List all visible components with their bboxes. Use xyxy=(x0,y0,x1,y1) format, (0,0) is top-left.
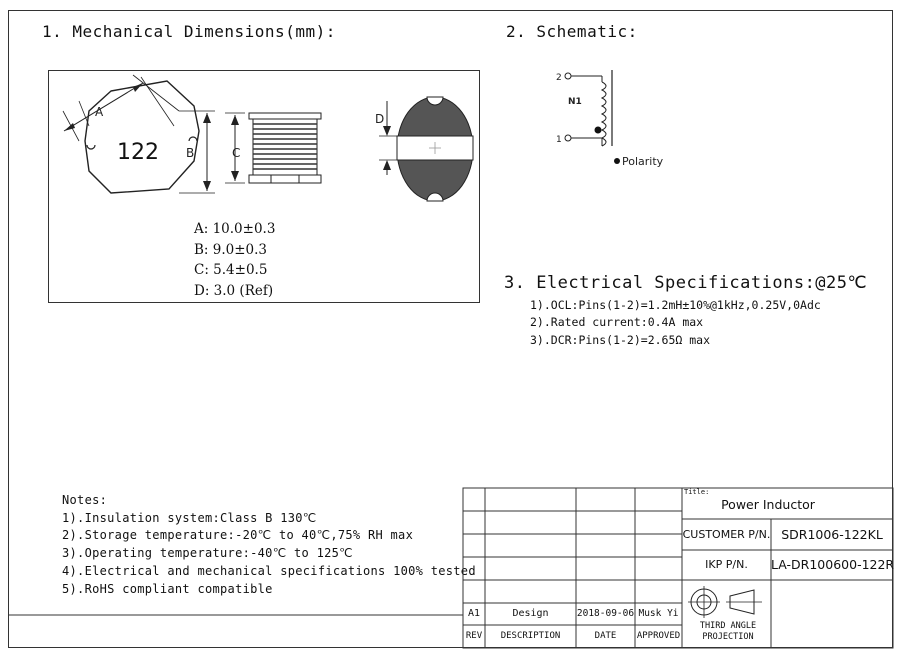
pin-1-label: 1 xyxy=(556,135,562,145)
note-item: 4).Electrical and mechanical specifications 100% tested xyxy=(62,564,476,578)
winding-label: N1 xyxy=(568,97,582,107)
rev-header: REV xyxy=(465,631,483,641)
note-item: 2).Storage temperature:-20℃ to 40℃,75% RH max xyxy=(62,528,414,542)
note-item: 1).Insulation system:Class B 130℃ xyxy=(62,511,317,525)
note-item: 3).Operating temperature:-40℃ to 125℃ xyxy=(62,546,353,560)
spec-rated-current: 2).Rated current:0.4A max xyxy=(530,315,704,329)
third-angle-projection-icon xyxy=(686,584,766,620)
mechanical-dimensions-title: 1. Mechanical Dimensions(mm): xyxy=(42,22,336,41)
ikp-pn-label: IKP P/N. xyxy=(705,558,748,571)
revision-description: Design xyxy=(512,608,549,619)
electrical-specifications-title: 3. Electrical Specifications:@25℃ xyxy=(504,273,868,293)
spec-ocl: 1).OCL:Pins(1-2)=1.2mH±10%@1kHz,0.25V,0Adc xyxy=(530,298,821,312)
customer-pn-label: CUSTOMER P/N. xyxy=(682,528,771,541)
notes-title: Notes: xyxy=(62,493,108,507)
dimension-b-value: B: 9.0±0.3 xyxy=(194,242,268,258)
polarity-label: Polarity xyxy=(622,155,664,168)
dimension-c-value: C: 5.4±0.5 xyxy=(194,262,268,278)
revision-value: A1 xyxy=(467,608,481,619)
spec-dcr: 3).DCR:Pins(1-2)=2.65Ω max xyxy=(530,333,711,347)
dimension-label-b: B xyxy=(186,146,195,160)
schematic-title: 2. Schematic: xyxy=(506,22,638,41)
dimension-label-c: C xyxy=(232,146,241,160)
part-marking: 122 xyxy=(117,140,159,165)
revision-date: 2018-09-06 xyxy=(576,608,635,619)
description-header: DESCRIPTION xyxy=(500,631,561,641)
dimension-label-d: D xyxy=(375,112,385,126)
note-item: 5).RoHS compliant compatible xyxy=(62,582,273,596)
ikp-pn-value: LA-DR100600-122R xyxy=(771,557,895,572)
dimension-label-a: A xyxy=(95,105,104,119)
title-value: Power Inductor xyxy=(721,497,815,512)
title-label: Title: xyxy=(684,488,710,496)
customer-pn-value: SDR1006-122KL xyxy=(781,527,883,542)
projection-label: THIRD ANGLE PROJECTION xyxy=(699,621,757,642)
pin-2-label: 2 xyxy=(556,73,562,83)
dimension-d-value: D: 3.0 (Ref) xyxy=(194,283,274,299)
approved-header: APPROVED xyxy=(636,631,681,641)
date-header: DATE xyxy=(594,631,617,641)
revision-approver: Musk Yi xyxy=(638,608,679,619)
dimension-a-value: A: 10.0±0.3 xyxy=(194,221,276,237)
